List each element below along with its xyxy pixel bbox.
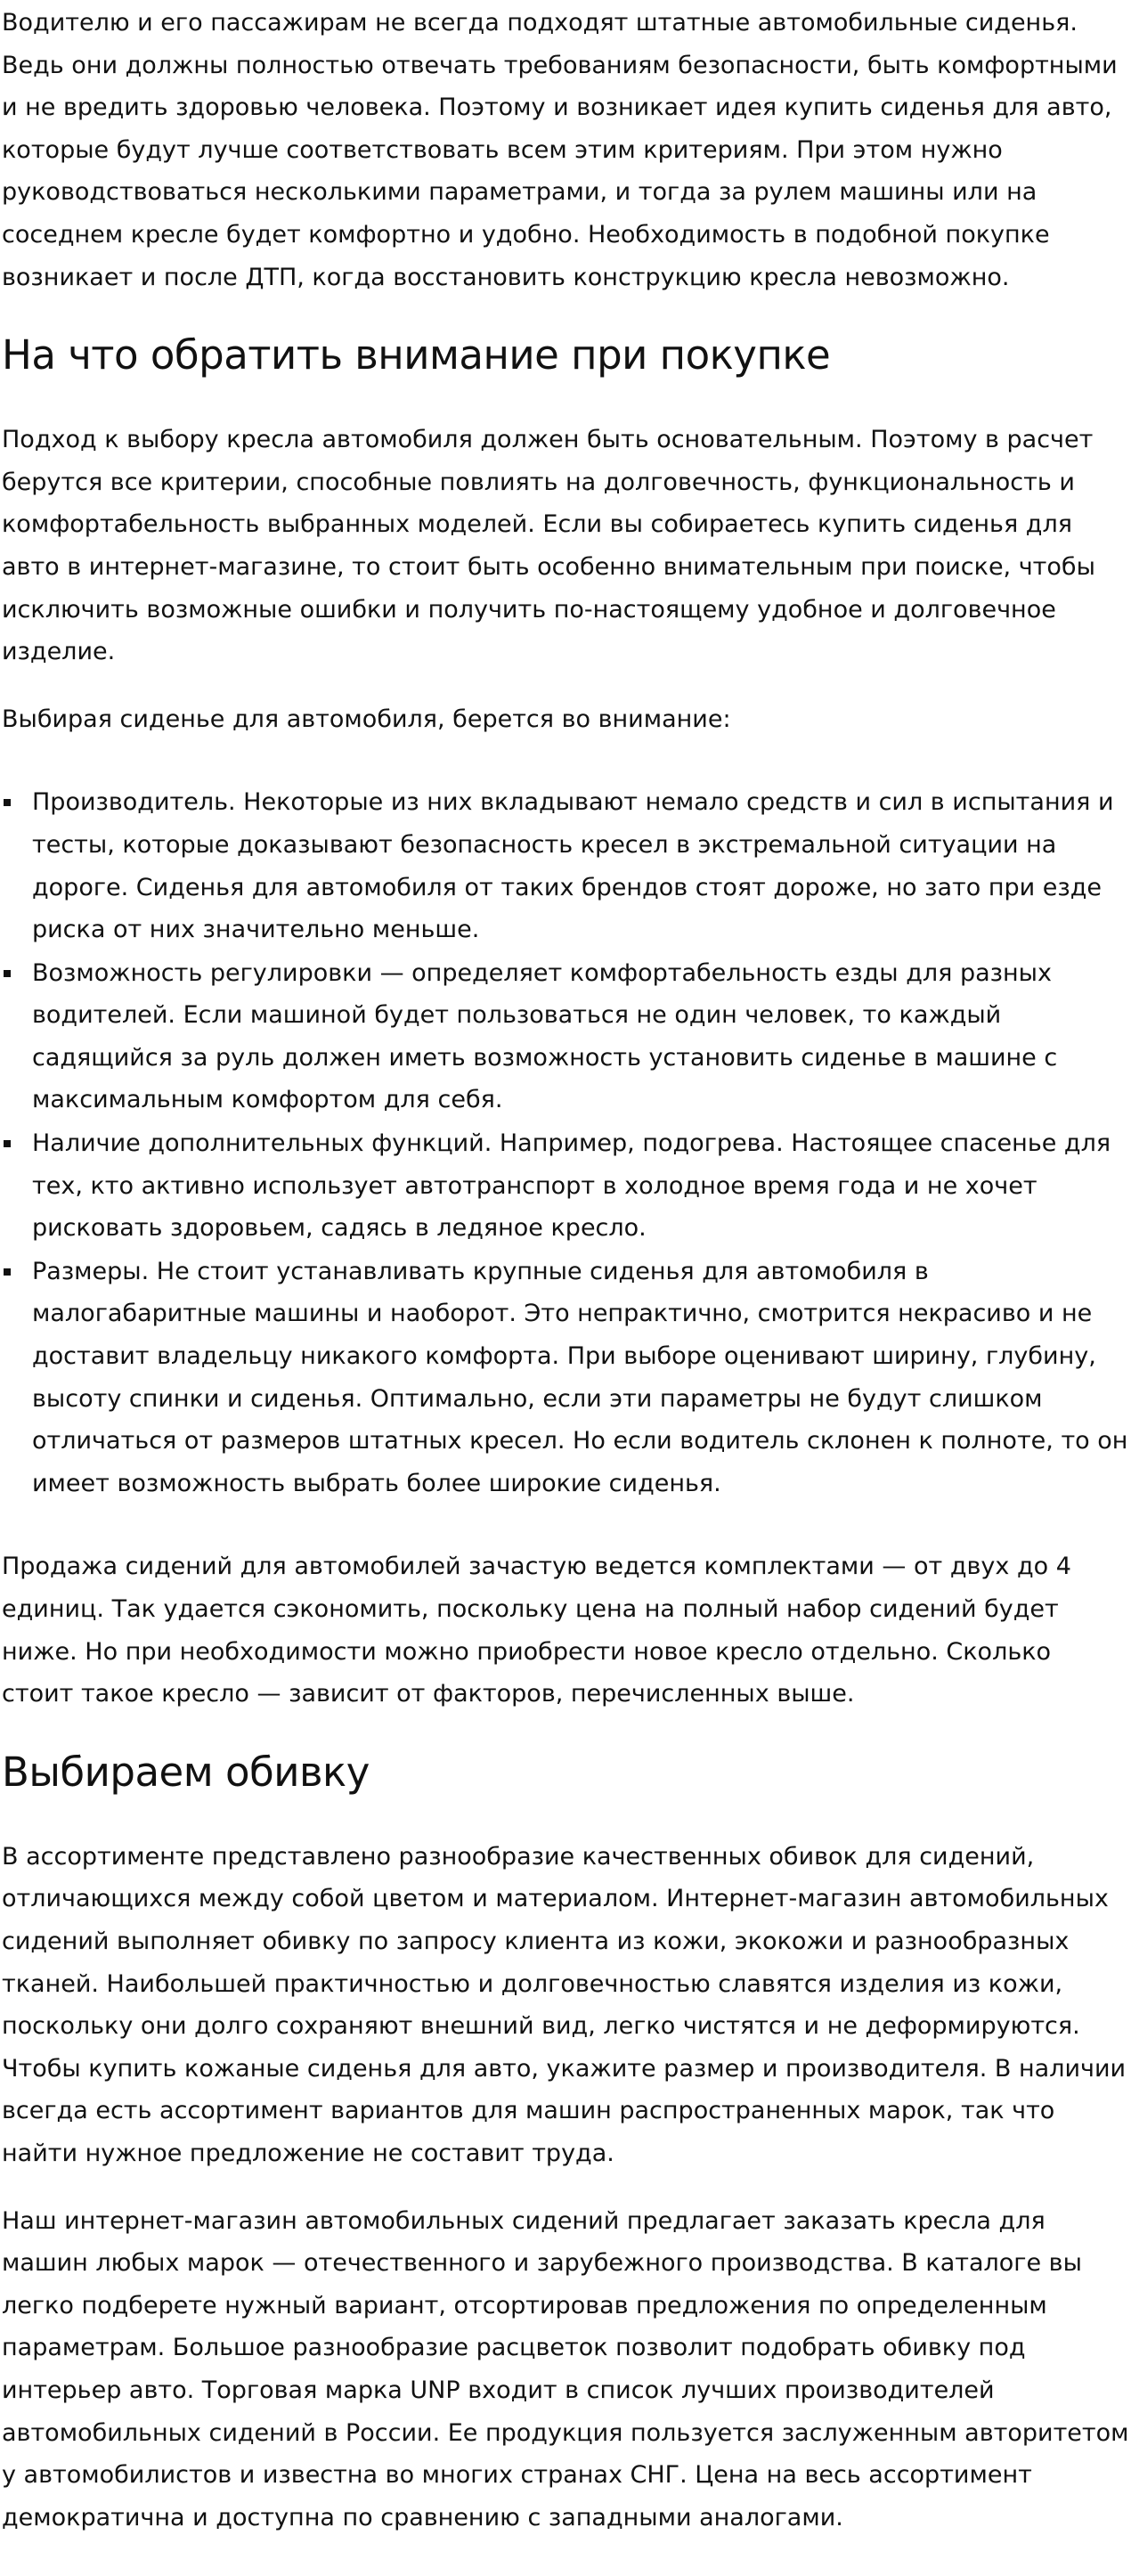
purchase-paragraph: Подход к выбору кресла автомобиля должен быть основательным. Поэтому в расчет берутся все критерии, способные повлиять на долговечность, функциональность и комфортабельность выбранных моделей. Если вы собираетесь купить сиденья для авто в интернет-магазине, то стоит быть особенно внимательным при поиске, чтобы исключить возможные ошибки и получить по-настоящему удобное и долговечное изделие. <box>2 426 1095 666</box>
section-heading-upholstery: Выбираем обивку <box>2 1748 370 1796</box>
list-item <box>2 1122 1129 1250</box>
article <box>2 2 1129 2539</box>
criteria-lead-paragraph: Выбирая сиденье для автомобиля, берется во внимание: <box>2 705 731 733</box>
list-item-text: Размеры. Не стоит устанавливать крупные сиденья для автомобиля в малогабаритные машины и наоборот. Это непрактично, смотрится некрасиво и не доставит владельцу никакого комфорта. При выборе оценивают ширину, глубину, высоту спинки и сиденья. Оптимально, если эти параметры не будут слишком отличаться от размеров штатных кресел. Но если водитель склонен к полноте, то он имеет возможность выбрать более широкие сиденья. <box>32 1257 1128 1497</box>
list-item <box>2 1251 1129 1505</box>
kits-paragraph: Продажа сидений для автомобилей зачастую ведется комплектами — от двух до 4 единиц. Так удается сэкономить, поскольку цена на полный набор сидений будет ниже. Но при необходимости можно приобрести новое кресло отдельно. Сколько стоит такое кресло — зависит от факторов, перечисленных выше. <box>2 1553 1071 1708</box>
bullet-square-icon <box>4 799 11 806</box>
store-paragraph: Наш интернет-магазин автомобильных сидений предлагает заказать кресла для машин любых марок — отечественного и зарубежного производства. В каталоге вы легко подберете нужный вариант, отсортировав предложения по определенным параметрам. Большое разнообразие расцветок позволит подобрать обивку под интерьер авто. Торговая марка UNP входит в список лучших производителей автомобильных сидений в России. Ее продукция пользуется заслуженным авторитетом у автомобилистов и известна во многих странах СНГ. Цена на весь ассортимент демократична и доступна по сравнению с западными аналогами. <box>2 2206 1129 2531</box>
list-item-text: Наличие дополнительных функций. Например, подогрева. Настоящее спасенье для тех, кто активно использует автотранспорт в холодное время года и не хочет рисковать здоровьем, садясь в ледяное кресло. <box>32 1129 1111 1243</box>
list-item <box>2 952 1129 1121</box>
section-heading-purchase: На что обратить внимание при покупке <box>2 331 831 379</box>
upholstery-paragraph: В ассортименте представлено разнообразие качественных обивок для сидений, отличающихся между собой цветом и материалом. Интернет-магазин автомобильных сидений выполняет обивку по запросу клиента из кожи, экокожи и разнообразных тканей. Наибольшей практичностью и долговечностью славятся изделия из кожи, поскольку они долго сохраняют внешний вид, легко чистятся и не деформируются. Чтобы купить кожаные сиденья для авто, укажите размер и производителя. В наличии всегда есть ассортимент вариантов для машин распространенных марок, так что найти нужное предложение не составит труда. <box>2 1842 1127 2167</box>
list-item-text: Возможность регулировки — определяет комфортабельность езды для разных водителей. Если машиной будет пользоваться не один человек, то каждый садящийся за руль должен иметь возможность установить сиденье в машине с максимальным комфортом для себя. <box>32 958 1058 1114</box>
list-item-text: Производитель. Некоторые из них вкладывают немало средств и сил в испытания и тесты, которые доказывают безопасность кресел в экстремальной ситуации на дороге. Сиденья для автомобиля от таких брендов стоят дороже, но зато при езде риска от них значительно меньше. <box>32 788 1114 944</box>
bullet-square-icon <box>4 1140 11 1147</box>
intro-paragraph: Водителю и его пассажирам не всегда подходят штатные автомобильные сиденья. Ведь они должны полностью отвечать требованиям безопасности, быть комфортными и не вредить здоровью человека. Поэтому и возникает идея купить сиденья для авто, которые будут лучше соответствовать всем этим критериям. При этом нужно руководствоваться несколькими параметрами, и тогда за рулем машины или на соседнем кресле будет комфортно и удобно. Необходимость в подобной покупке возникает и после ДТП, когда восстановить конструкцию кресла невозможно. <box>2 9 1118 291</box>
bullet-square-icon <box>4 970 11 977</box>
list-item <box>2 781 1129 950</box>
criteria-list <box>2 781 1129 1504</box>
bullet-square-icon <box>4 1268 11 1276</box>
